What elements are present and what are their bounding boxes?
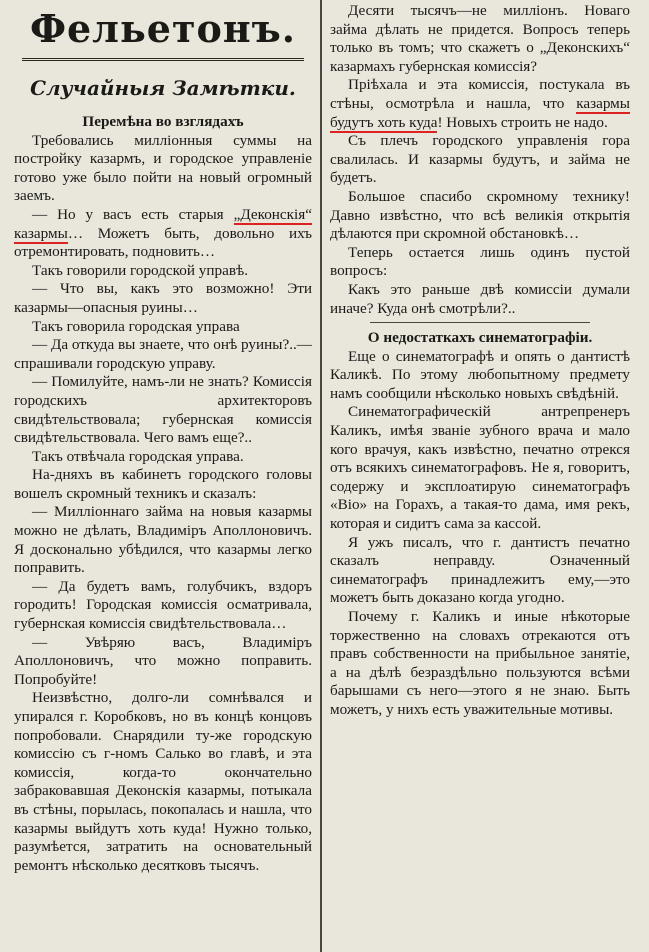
paragraph: На-дняхъ въ кабинетъ городского головы вошелъ скромный техникъ и сказалъ:: [14, 466, 312, 502]
paragraph: Такъ отвѣчала городская управа.: [32, 447, 244, 465]
paragraph: — Да будетъ вамъ, голубчикъ, вздоръ городить! Городская комиссія осматривала, губернская комиссія свидѣтельствовала…: [14, 577, 312, 633]
section1-title: Перемѣна во взглядахъ: [82, 113, 244, 130]
paragraph: — Да откуда вы знаете, что онѣ руины?..—спрашивали городскую управу.: [14, 336, 312, 372]
underlined-text: казармы будутъ хоть куда: [330, 94, 630, 131]
section-separator: [370, 322, 590, 323]
right-column: [330, 2, 630, 720]
text-span: ! Новыхъ строить не надо.: [437, 113, 608, 131]
rubric-title: Случайныя Замѣтки.: [30, 76, 296, 100]
paragraph: Неизвѣстно, долго-ли сомнѣвался и упирался г. Коробковъ, но въ концѣ концовъ попробовали. Снарядили ту-же городскую комиссію съ г-номъ Салько во главѣ, и эта комиссія, когда-то окончательно забраковавшая Деконскія казармы, потыкала въ стѣны, порылась, покопалась и нашла, что казармы выйдутъ хоть куда! Нужно только, разумѣется, затратить на основательный ремонтъ нѣсколько десятковъ тысячъ.: [14, 689, 312, 874]
paragraph: — Что вы, какъ это возможно! Эти казармы—опасныя руины…: [14, 280, 312, 316]
column-divider: [320, 0, 322, 952]
paragraph: Синематографическій антрепренеръ Каликъ, имѣя званіе зубного врача и мало кого врачуя, какъ извѣстно, печатно отрекся отъ всякихъ синематографовъ. Не я, говоритъ, содержу и эксплоатирую синематографъ «Віо» на Горахъ, а такая-то дама, имя рекъ, которая и сидитъ сама за кассой.: [330, 403, 630, 533]
text-span: … Можетъ быть, довольно ихъ отремонтировать, подновить…: [14, 224, 312, 261]
masthead: Фельетонъ.: [29, 6, 297, 51]
paragraph: Съ плечъ городского управленія гора свалилась. И казармы будутъ, и займа не будетъ.: [330, 132, 630, 187]
paragraph: Почему г. Каликъ и иные нѣкоторые торжественно на словахъ отрекаются отъ правъ собственности на прибыльное занятіе, а на дѣлѣ безраздѣльно пользуются всѣми барышами съ него—этого я не знаю. Быть можетъ, у нихъ есть уважительные мотивы.: [330, 608, 630, 718]
paragraph: Такъ говорили городской управѣ.: [32, 261, 249, 279]
paragraph: Десяти тысячъ—не милліонъ. Новаго займа дѣлать не придется. Вопросъ теперь только въ томъ; что скажетъ о „Деконскихъ“ казармахъ губернская комиссія?: [330, 2, 630, 75]
paragraph: — Помилуйте, намъ-ли не знать? Комиссія городскихъ архитекторовъ свидѣтельствовала; губернская комиссія свидѣтельствовала. Чего вамъ еще?..: [14, 373, 312, 447]
underlined-text: „Деконскія“ казармы: [14, 205, 312, 242]
paragraph: Такъ говорила городская управа: [32, 317, 240, 335]
paragraph: — Увѣряю васъ, Владиміръ Аполлоновичъ, что можно поправить. Попробуйте!: [14, 633, 312, 688]
section2-title: О недостаткахъ синематографіи.: [367, 329, 593, 347]
paragraph: Теперь остается лишь одинъ пустой вопросъ:: [330, 243, 630, 280]
paragraph: Требовались милліонныя суммы на постройку казармъ, и городское управленіе готово уже было пойти на новый огромный заемъ.: [14, 131, 312, 205]
paragraph: [14, 206, 312, 262]
paragraph: — Милліоннаго займа на новыя казармы можно не дѣлать, Владиміръ Аполлоновичъ. Я досконально убѣдился, что казармы легко поправить.: [14, 503, 312, 577]
masthead-rule: [22, 58, 304, 61]
paragraph: Я ужъ писалъ, что г. дантистъ печатно сказалъ неправду. Означенный синематографъ принадлежитъ ему,—это можетъ быть доказано когда угодно.: [330, 533, 630, 607]
text-span: Пріѣхала и эта комиссія, постукала въ стѣны, осмотрѣла и нашла, что: [330, 76, 630, 112]
text-span: — Но у васъ есть старыя: [32, 205, 234, 223]
left-column: [14, 0, 312, 875]
paragraph: Большое спасибо скромному технику! Давно извѣстно, что всѣ великія открытія дѣлаются при скромной обстановкѣ…: [330, 187, 630, 243]
paragraph: Какъ это раньше двѣ комиссіи думали иначе? Куда онѣ смотрѣли?..: [330, 280, 630, 317]
paragraph: Еще о синематографѣ и опять о дантистѣ Каликѣ. По этому любопытному предмету намъ сообщили нѣсколько новыхъ свѣдѣній.: [330, 347, 630, 402]
paragraph: [330, 76, 630, 132]
